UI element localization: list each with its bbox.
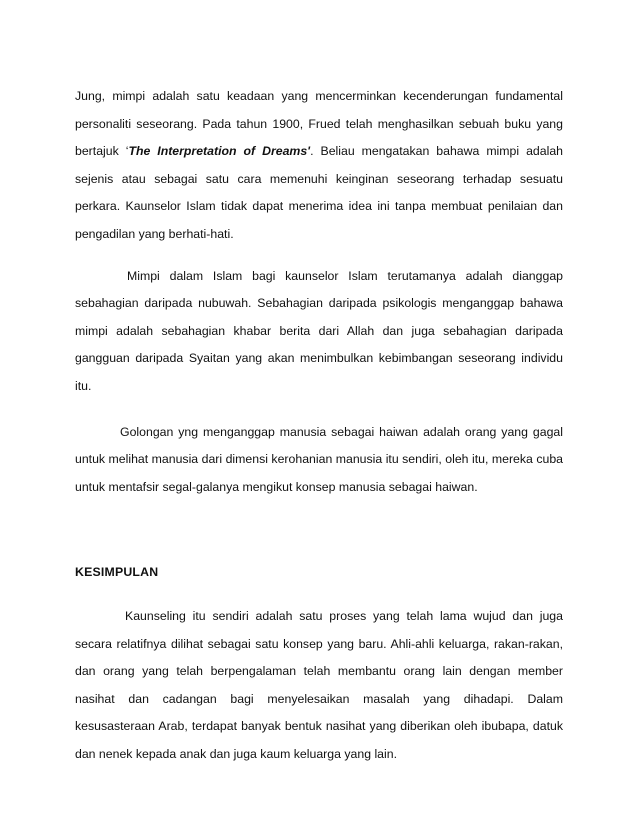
paragraph-kesimpulan: Kaunseling itu sendiri adalah satu proses yang telah lama wujud dan juga secara relatifnya dilihat sebagai satu konsep yang baru. Ahli-ahli keluarga, rakan-rakan, dan orang yang telah berpengalaman telah membantu orang lain dengan member nasihat dan cadangan bagi menyelesaikan masalah yang dihadapi. Dalam kesusasteraan Arab, terdapat banyak bentuk nasihat yang diberikan oleh ibubapa, datuk dan nenek kepada anak dan juga kaum keluarga yang lain. (75, 608, 563, 761)
section-heading-kesimpulan: KESIMPULAN (75, 565, 159, 580)
paragraph-jung-text-end: . Beliau mengatakan bahawa mimpi adalah sejenis atau sebagai satu cara memenuhi keinginan seseorang terhadap sesuatu perkara. Kaunselor Islam tidak dapat menerima idea ini tanpa membuat penilaian dan pengadilan yang berhati-hati. (75, 144, 563, 241)
paragraph-jung-freud (75, 83, 563, 249)
paragraph-jung-text-start: Jung, mimpi adalah satu keadaan yang mencerminkan kecenderungan fundamental personaliti seseorang. Pada tahun 1900, Frued telah menghasilkan sebuah buku yang bertajuk ‘ (75, 89, 563, 159)
paragraph-mimpi-islam: Mimpi dalam Islam bagi kaunselor Islam terutamanya adalah dianggap sebahagian daripada nubuwah. Sebahagian daripada psikologis menganggap bahawa mimpi adalah sebahagian khabar berita dari Allah dan juga sebahagian daripada gangguan daripada Syaitan yang akan menimbulkan kebimbangan seseorang individu itu. (75, 268, 563, 393)
paragraph-golongan: Golongan yng menganggap manusia sebagai haiwan adalah orang yang gagal untuk melihat manusia dari dimensi kerohanian manusia itu sendiri, oleh itu, mereka cuba untuk mentafsir segal-galanya mengikut konsep manusia sebagai haiwan. (75, 424, 563, 494)
book-title-emphasis: The Interpretation of Dreams' (128, 144, 311, 159)
document-body (75, 83, 563, 768)
